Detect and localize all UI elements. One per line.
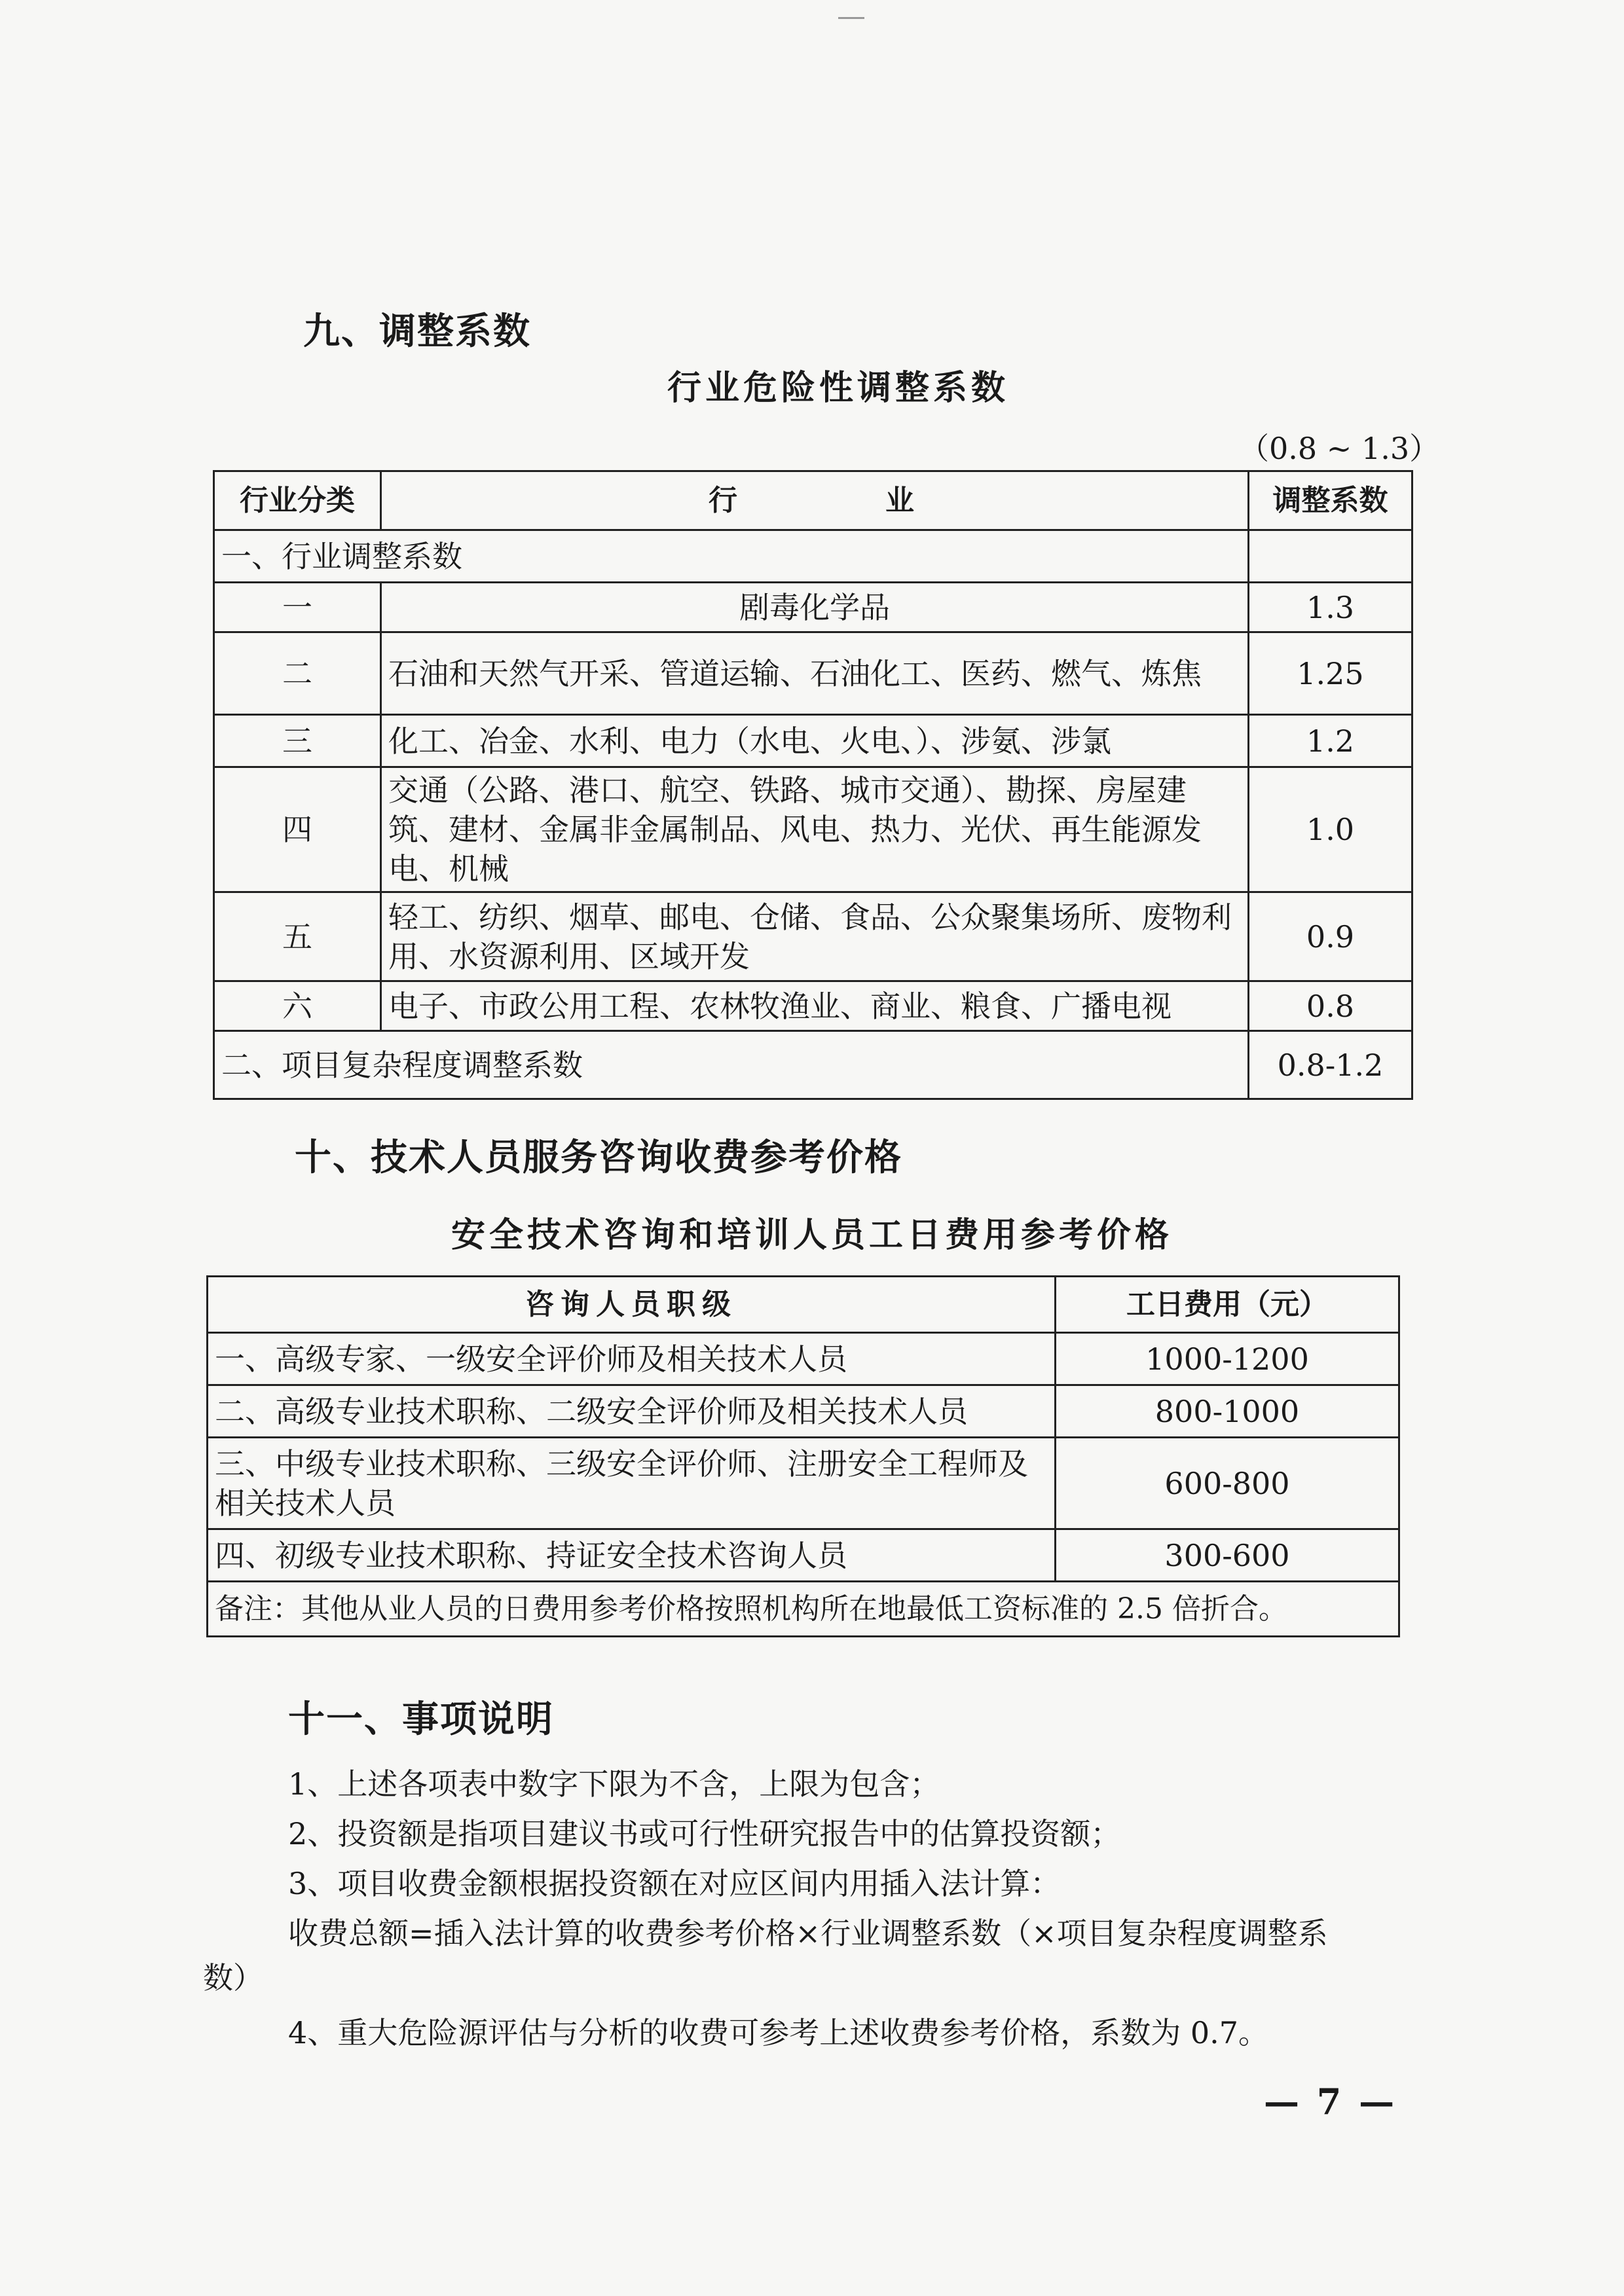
row-fee: 1000-1200 [1056, 1333, 1399, 1385]
section-10-heading: 十、技术人员服务咨询收费参考价格 [295, 1137, 902, 1179]
table-row [214, 892, 1412, 981]
group1-coef [1249, 530, 1412, 583]
row-category: 三 [214, 715, 381, 767]
table-header-row [214, 471, 1412, 530]
header-industry: 行 业 [381, 471, 1249, 530]
group2-coef: 0.8-1.2 [1249, 1031, 1412, 1099]
fee-table [206, 1275, 1400, 1637]
header-level: 咨询人员职级 [208, 1277, 1056, 1333]
row-fee: 300-600 [1056, 1529, 1399, 1582]
table-row [208, 1385, 1399, 1438]
row-category: 四 [214, 767, 381, 892]
list-item: 3、项目收费金额根据投资额在对应区间内用插入法计算： [288, 1866, 1061, 1901]
row-level: 三、中级专业技术职称、三级安全评价师、注册安全工程师及相关技术人员 [208, 1438, 1056, 1529]
row-industry: 石油和天然气开采、管道运输、石油化工、医药、燃气、炼焦 [381, 632, 1249, 715]
scan-mark [838, 17, 864, 19]
table-row [208, 1438, 1399, 1529]
group-row [214, 530, 1412, 583]
row-industry: 化工、冶金、水利、电力（水电、火电、）、涉氨、涉氯 [381, 715, 1249, 767]
table-row [214, 767, 1412, 892]
row-industry: 轻工、纺织、烟草、邮电、仓储、食品、公众聚集场所、废物利用、水资源利用、区域开发 [381, 892, 1249, 981]
note-row [208, 1582, 1399, 1637]
row-category: 六 [214, 981, 381, 1031]
table-row [214, 981, 1412, 1031]
group-row [214, 1031, 1412, 1099]
header-category: 行业分类 [214, 471, 381, 530]
table-row [208, 1529, 1399, 1582]
group1-label: 一、行业调整系数 [214, 530, 1249, 583]
page-number: — 7 — [1264, 2081, 1397, 2123]
industry-coef-table [213, 470, 1413, 1100]
row-category: 二 [214, 632, 381, 715]
table-row [214, 583, 1412, 632]
row-coef: 1.25 [1249, 632, 1412, 715]
header-fee: 工日费用（元） [1056, 1277, 1399, 1333]
table-2-title: 安全技术咨询和培训人员工日费用参考价格 [451, 1216, 1173, 1255]
table-1-title: 行业危险性调整系数 [667, 369, 1009, 408]
row-level: 二、高级专业技术职称、二级安全评价师及相关技术人员 [208, 1385, 1056, 1438]
header-coef: 调整系数 [1249, 471, 1412, 530]
row-category: 五 [214, 892, 381, 981]
row-coef: 0.8 [1249, 981, 1412, 1031]
row-coef: 1.3 [1249, 583, 1412, 632]
row-level: 四、初级专业技术职称、持证安全技术咨询人员 [208, 1529, 1056, 1582]
row-coef: 1.0 [1249, 767, 1412, 892]
fee-note: 备注：其他从业人员的日费用参考价格按照机构所在地最低工资标准的 2.5 倍折合。 [208, 1582, 1399, 1637]
group2-label: 二、项目复杂程度调整系数 [214, 1031, 1249, 1099]
section-9-heading: 九、调整系数 [303, 310, 531, 353]
range-note: （0.8 ~ 1.3） [1239, 431, 1440, 466]
table-row [208, 1333, 1399, 1385]
row-level: 一、高级专家、一级安全评价师及相关技术人员 [208, 1333, 1056, 1385]
row-industry: 剧毒化学品 [381, 583, 1249, 632]
list-item: 1、上述各项表中数字下限为不含，上限为包含； [288, 1766, 940, 1802]
row-industry: 交通（公路、港口、航空、铁路、城市交通）、勘探、房屋建筑、建材、金属非金属制品、风电、热力、光伏、再生能源发电、机械 [381, 767, 1249, 892]
row-category: 一 [214, 583, 381, 632]
table-row [214, 632, 1412, 715]
table-header-row [208, 1277, 1399, 1333]
row-industry: 电子、市政公用工程、农林牧渔业、商业、粮食、广播电视 [381, 981, 1249, 1031]
row-coef: 0.9 [1249, 892, 1412, 981]
section-11-heading: 十一、事项说明 [288, 1698, 554, 1741]
list-item: 收费总额=插入法计算的收费参考价格×行业调整系数（×项目复杂程度调整系 [288, 1916, 1328, 1951]
row-fee: 800-1000 [1056, 1385, 1399, 1438]
list-item: 数） [203, 1960, 263, 1995]
list-item: 2、投资额是指项目建议书或可行性研究报告中的估算投资额； [288, 1816, 1121, 1851]
row-fee: 600-800 [1056, 1438, 1399, 1529]
table-row [214, 715, 1412, 767]
row-coef: 1.2 [1249, 715, 1412, 767]
list-item: 4、重大危险源评估与分析的收费可参考上述收费参考价格，系数为 0.7。 [288, 2015, 1269, 2050]
